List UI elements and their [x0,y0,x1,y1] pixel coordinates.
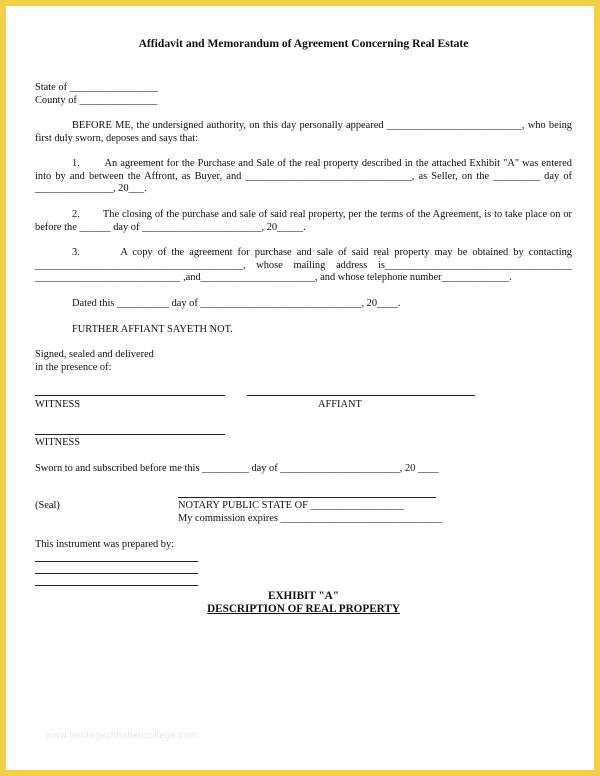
witness-1-label: WITNESS [35,399,81,410]
item-3-number: 3. [72,247,80,258]
watermark-text: www.heritagechristiancollege.com [46,730,198,740]
signed-line-2: in the presence of: [35,362,112,373]
item-1 [35,158,572,196]
item-3-text: A copy of the agreement for purchase and sale of said real property may be obtained by contacting ________________________________________, whose mailing address is____________________________________ ____________________________ ,and______________________, and whose telephone number_____________. [35,247,572,284]
item-2 [35,209,572,234]
item-1-number: 1. [72,158,80,169]
document-page [6,6,594,770]
document-title: Affidavit and Memorandum of Agreement Concerning Real Estate [138,37,469,50]
seal-label: (Seal) [35,500,60,511]
commission-line: My commission expires _______________________________ [178,513,442,524]
item-1-text: An agreement for the Purchase and Sale of the real property described in the attached Exhibit "A" was entered into by and between the Affront, as Buyer, and ________________________________, as Seller, on the _________ day of _______________, 20___. [35,158,572,195]
signed-line-1: Signed, sealed and delivered [35,349,154,360]
dated-line: Dated this __________ day of _______________________________, 20____. [72,298,401,309]
notary-public-line: NOTARY PUBLIC STATE OF __________________ [178,500,404,511]
exhibit-title: EXHIBIT "A" [268,590,339,602]
witness-2-signature-line [35,434,225,435]
sworn-line: Sworn to and subscribed before me this _________ day of _______________________, 20 ____ [35,463,439,474]
exhibit-subtitle: DESCRIPTION OF REAL PROPERTY [207,603,400,615]
prepared-by-line-2 [35,573,198,574]
witness-2-label: WITNESS [35,437,81,448]
prepared-by-label: This instrument was prepared by: [35,539,175,550]
affiant-label: AFFIANT [318,399,362,410]
county-line: County of _______________ [35,95,158,106]
prepared-by-line-3 [35,585,198,586]
notary-signature-line [178,497,436,498]
item-2-text: The closing of the purchase and sale of said real property, per the terms of the Agreement, is to take place on or before the ______ day of _______________________, 20_____. [35,209,572,233]
item-3 [35,247,572,285]
state-line: State of _________________ [35,82,158,93]
item-2-number: 2. [72,209,80,220]
prepared-by-line-1 [35,561,198,562]
intro-paragraph: BEFORE ME, the undersigned authority, on this day personally appeared __________________________, who being first duly sworn, deposes and says that: [35,120,572,144]
further-affiant: FURTHER AFFIANT SAYETH NOT. [72,324,233,335]
witness-1-signature-line [35,395,225,396]
affiant-signature-line [247,395,475,396]
